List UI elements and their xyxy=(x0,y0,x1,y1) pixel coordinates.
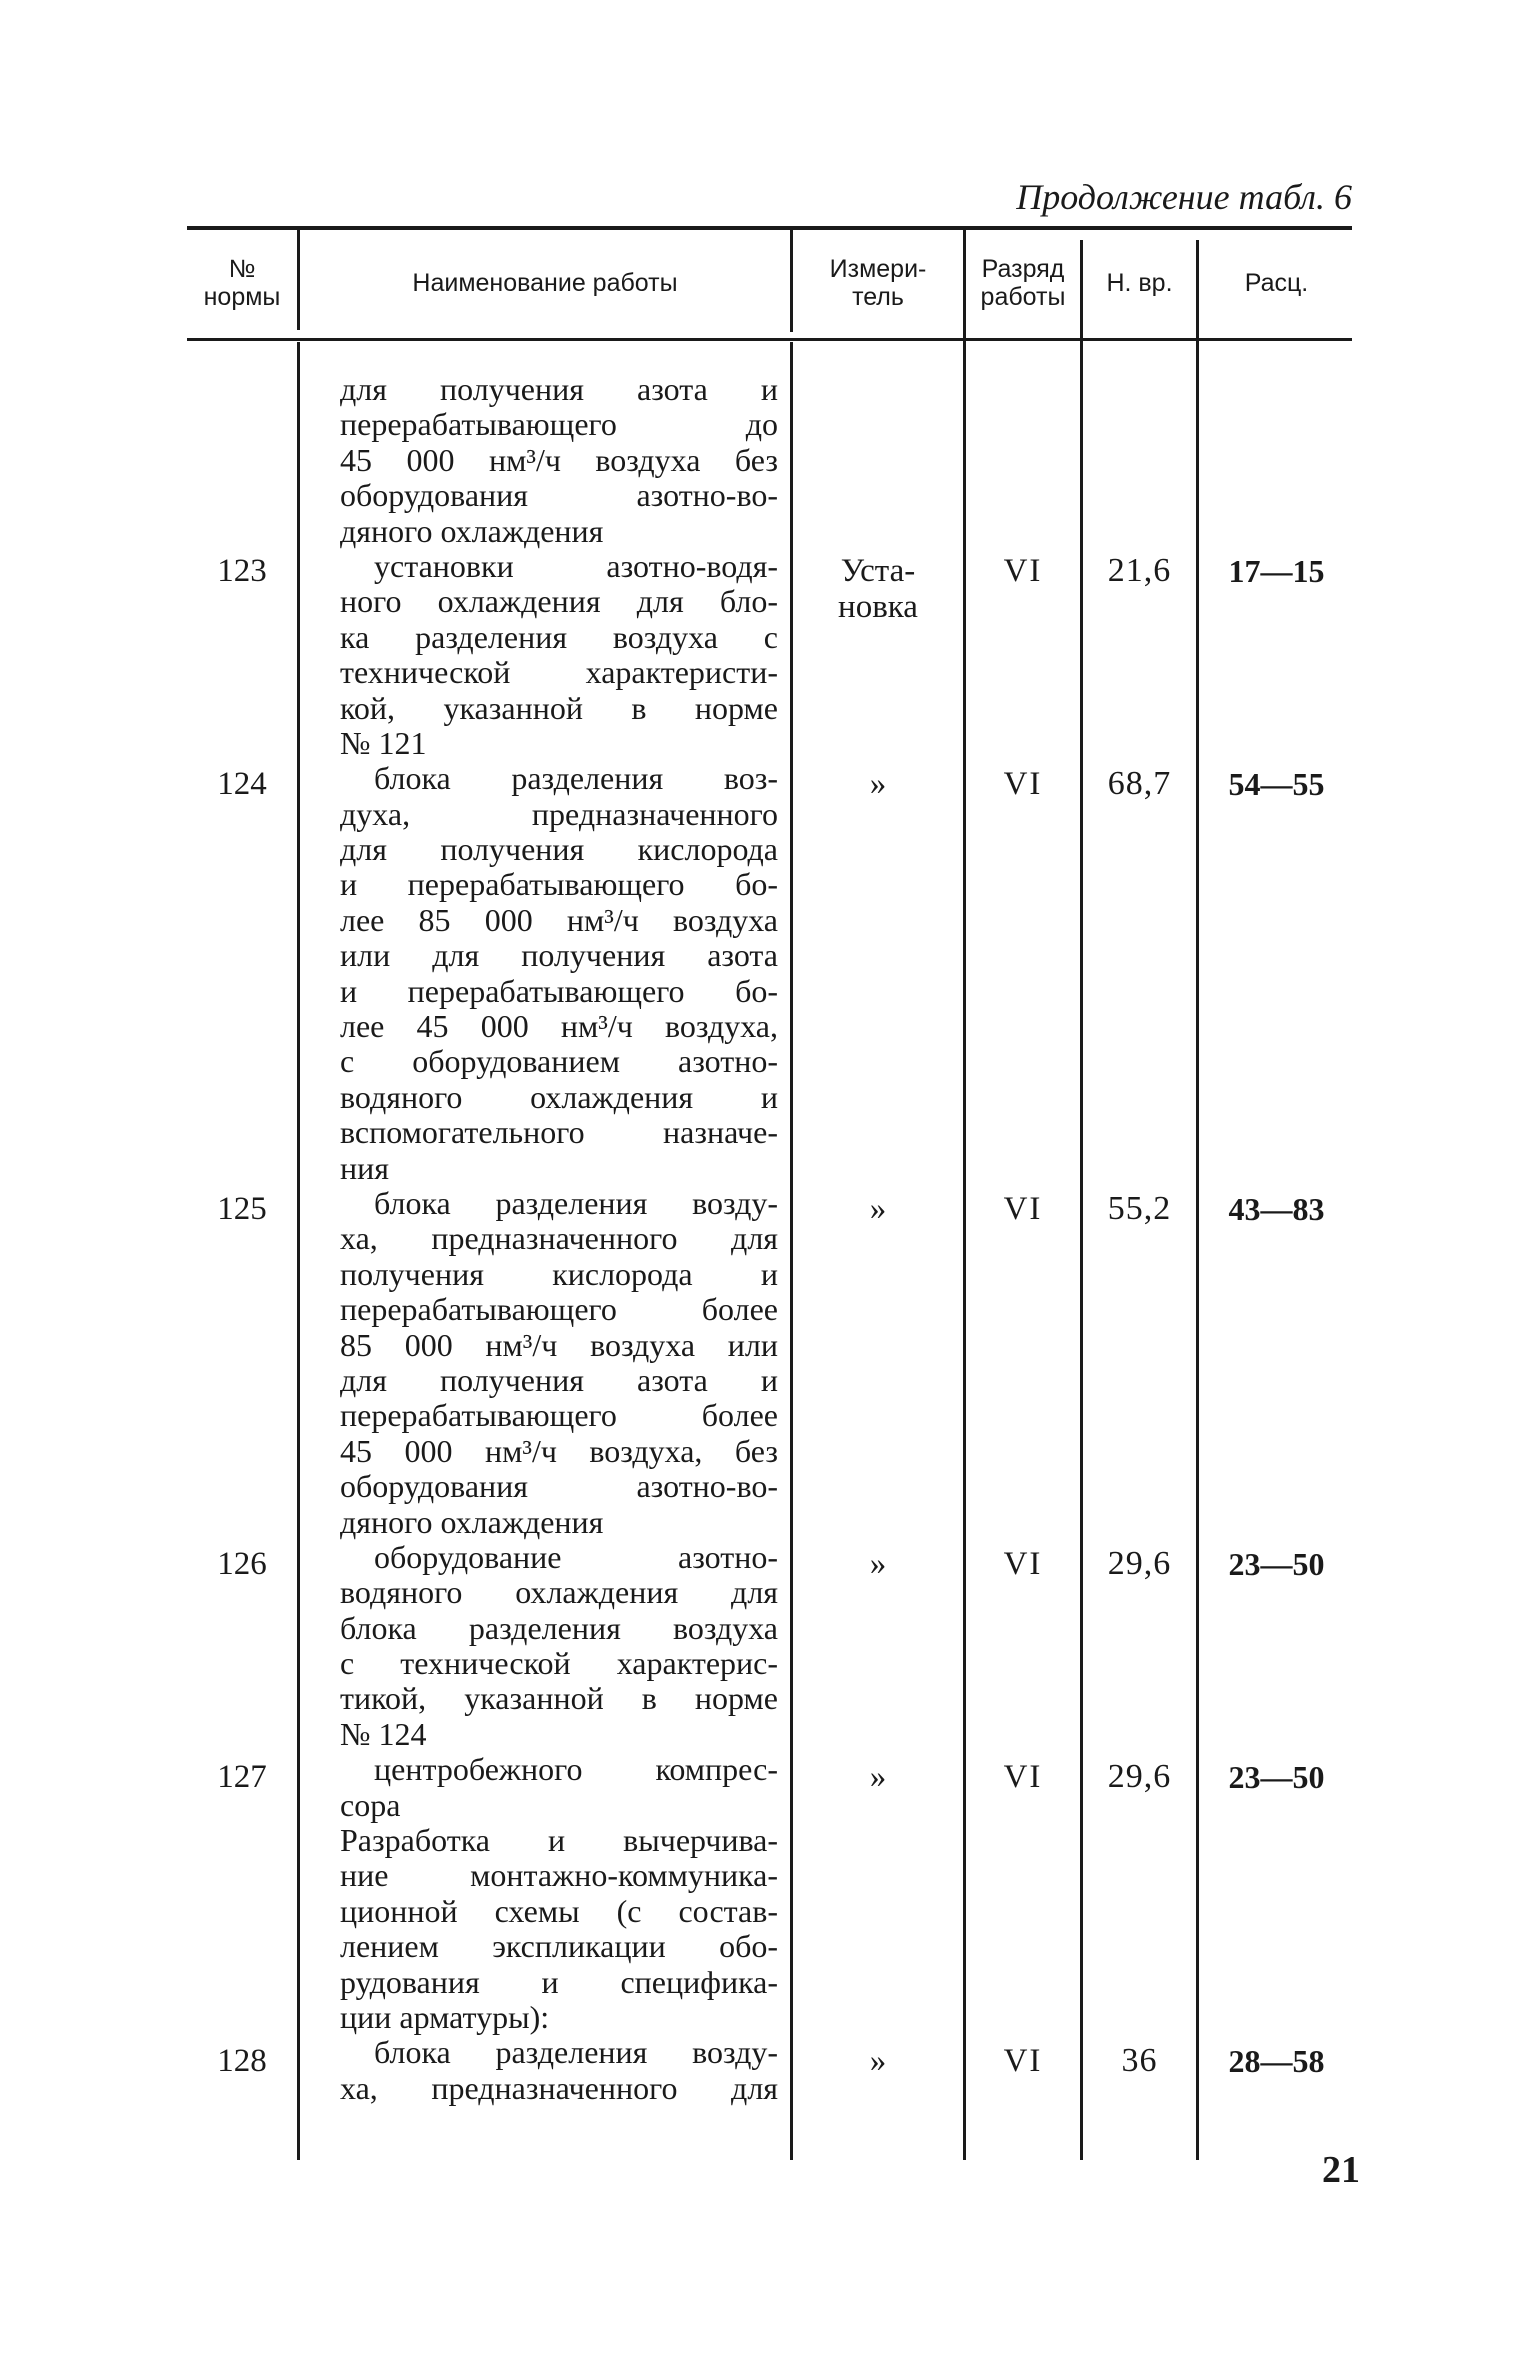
unit-value-line-2: новка xyxy=(838,589,918,625)
description-line: получения кислорода и xyxy=(340,1255,778,1292)
unit-value: » xyxy=(869,2043,887,2079)
description-line: блока разделения возду- xyxy=(374,1184,778,1221)
description-line: № 124 xyxy=(340,1715,427,1752)
rate-value: 28—58 xyxy=(1228,2043,1325,2079)
description-line: для получения азота и xyxy=(340,371,778,407)
unit-value: » xyxy=(869,766,887,802)
header-price xyxy=(1199,226,1354,340)
table-row xyxy=(0,1546,1535,1582)
description-line: № 121 xyxy=(340,724,427,761)
description-line: установки азотно-водя- xyxy=(374,547,778,584)
header-name-label: Наименование работы xyxy=(412,269,678,297)
description-line: ного охлаждения для бло- xyxy=(340,583,778,620)
description-line: ха, предназначенного для xyxy=(340,2069,778,2106)
table-row xyxy=(0,2043,1535,2079)
unit-value: Уста- xyxy=(840,553,916,589)
time-norm-value: 68,7 xyxy=(1107,765,1172,802)
grade-value: VI xyxy=(1003,1759,1043,1795)
norm-number: 124 xyxy=(217,766,267,802)
header-grade-line-1: Разряд xyxy=(981,255,1065,283)
rate-value: 23—50 xyxy=(1228,1759,1325,1795)
header-name xyxy=(300,226,790,340)
header-grade xyxy=(966,226,1080,340)
norm-number: 127 xyxy=(217,1759,267,1795)
description-line: 85 000 нм³/ч воздуха или xyxy=(340,1326,778,1363)
description-line: с технической характерис- xyxy=(340,1645,778,1682)
description-line: 45 000 нм³/ч воздуха, без xyxy=(340,1432,778,1469)
table-row xyxy=(0,553,1535,589)
grade-value: VI xyxy=(1003,553,1043,589)
description-line: ха, предназначенного для xyxy=(340,1220,778,1257)
description-line: оборудования азотно-во- xyxy=(340,477,778,514)
description-line: перерабатывающего до xyxy=(340,406,778,443)
header-unit-line-2: тель xyxy=(852,283,904,311)
description-line: для получения азота и xyxy=(340,1361,778,1398)
description-line: ния xyxy=(340,1149,389,1186)
time-norm-value: 29,6 xyxy=(1107,1545,1172,1582)
description-line: с оборудованием азотно- xyxy=(340,1043,778,1080)
description-line: перерабатывающего более xyxy=(340,1291,778,1328)
header-unit-line-1: Измери- xyxy=(829,255,927,283)
description-line: водяного охлаждения для xyxy=(340,1574,778,1611)
rate-value: 43—83 xyxy=(1228,1191,1325,1227)
header-norm-line-2: нормы xyxy=(203,283,281,311)
work-description xyxy=(340,372,778,2106)
description-line: оборудование азотно- xyxy=(374,1538,778,1575)
table-caption: Продолжение табл. 6 xyxy=(1016,177,1352,217)
time-norm-value: 55,2 xyxy=(1107,1190,1172,1227)
page-number: 21 xyxy=(1322,2149,1360,2191)
norm-number: 126 xyxy=(217,1546,267,1582)
description-line: блока разделения возду- xyxy=(374,2034,778,2071)
description-line: сора xyxy=(340,1786,401,1823)
grade-value: VI xyxy=(1003,766,1043,802)
header-time xyxy=(1083,226,1196,340)
description-line: и перерабатывающего бо- xyxy=(340,866,778,903)
description-line: вспомогательного назначе- xyxy=(340,1114,778,1151)
unit-value: » xyxy=(869,1546,887,1582)
time-norm-value: 21,6 xyxy=(1107,552,1172,589)
grade-value: VI xyxy=(1003,1191,1043,1227)
description-line: ционной схемы (с состав- xyxy=(340,1892,778,1929)
table-row xyxy=(0,766,1535,802)
description-line: кой, указанной в норме xyxy=(340,689,778,726)
header-unit xyxy=(793,226,963,340)
description-line: лением экспликации обо- xyxy=(340,1928,778,1965)
description-line: блока разделения воз- xyxy=(374,760,778,797)
description-line: водяного охлаждения и xyxy=(340,1078,778,1115)
description-line: духа, предназначенного xyxy=(340,795,778,832)
header-grade-line-2: работы xyxy=(980,283,1066,311)
description-line: оборудования азотно-во- xyxy=(340,1468,778,1505)
description-line: и перерабатывающего бо- xyxy=(340,972,778,1009)
description-line: для получения кислорода xyxy=(340,831,778,868)
description-line: 45 000 нм³/ч воздуха без xyxy=(340,441,778,478)
header-price-label: Расц. xyxy=(1244,269,1309,297)
table-row xyxy=(0,1191,1535,1227)
description-line: ка разделения воздуха с xyxy=(340,618,778,655)
norm-number: 128 xyxy=(217,2043,267,2079)
description-line: перерабатывающего более xyxy=(340,1397,778,1434)
table-row xyxy=(0,1759,1535,1795)
unit-value: » xyxy=(869,1759,887,1795)
description-line: тикой, указанной в норме xyxy=(340,1680,778,1717)
description-line: Разработка и вычерчива- xyxy=(340,1822,778,1859)
time-norm-value: 29,6 xyxy=(1107,1758,1172,1795)
header-norm-line-1: № xyxy=(228,255,256,283)
description-line: лее 85 000 нм³/ч воздуха xyxy=(340,901,778,938)
time-norm-value: 36 xyxy=(1121,2042,1158,2079)
description-line: дяного охлаждения xyxy=(340,1503,604,1540)
description-line: ние монтажно-коммуника- xyxy=(340,1857,778,1894)
rate-value: 17—15 xyxy=(1228,553,1325,589)
header-time-label: Н. вр. xyxy=(1106,269,1173,297)
norm-number: 125 xyxy=(217,1191,267,1227)
rate-value: 23—50 xyxy=(1228,1546,1325,1582)
rate-value: 54—55 xyxy=(1228,766,1325,802)
description-line: технической характеристи- xyxy=(340,654,778,691)
description-line: центробежного компрес- xyxy=(374,1751,778,1788)
description-line: рудования и специфика- xyxy=(340,1963,778,2000)
description-line: лее 45 000 нм³/ч воздуха, xyxy=(340,1008,778,1045)
grade-value: VI xyxy=(1003,2043,1043,2079)
table-row-continuation xyxy=(0,589,1535,625)
description-line: дяного охлаждения xyxy=(340,512,604,549)
description-line: или для получения азота xyxy=(340,937,778,974)
header-norm xyxy=(187,226,297,340)
grade-value: VI xyxy=(1003,1546,1043,1582)
norm-number: 123 xyxy=(217,553,267,589)
unit-value: » xyxy=(869,1191,887,1227)
description-line: ции арматуры): xyxy=(340,1998,550,2035)
description-line: блока разделения воздуха xyxy=(340,1609,778,1646)
